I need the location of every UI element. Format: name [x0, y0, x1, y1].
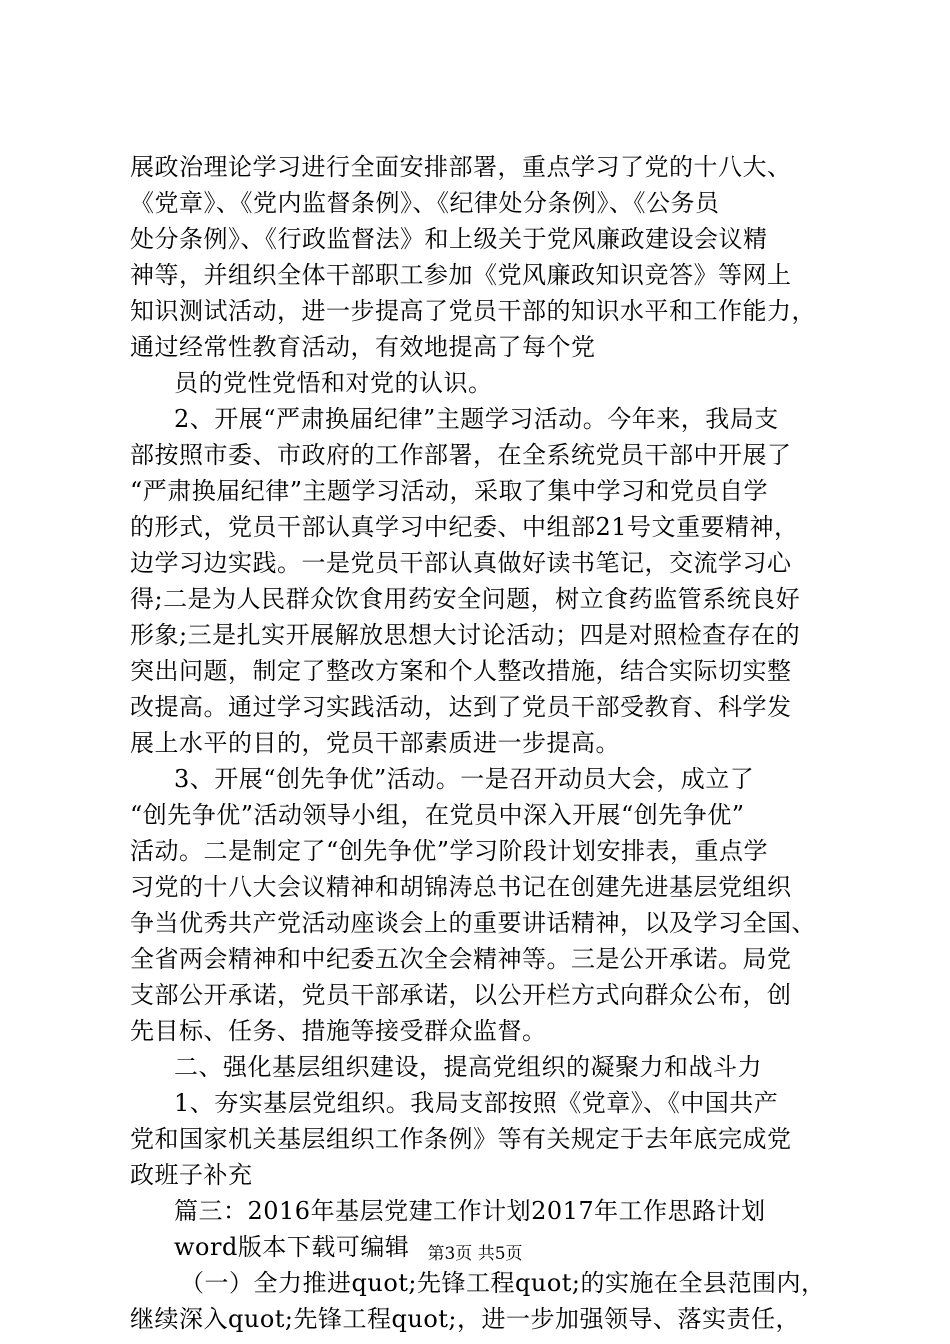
text-line: 继续深入quot;先锋工程quot;，进一步加强领导、落实责任，: [130, 1305, 800, 1333]
text-line: 得;二是为人民群众饮食用药安全问题，树立食药监管系统良好: [130, 585, 801, 613]
text-line: 先目标、任务、措施等接受群众监督。: [130, 1017, 547, 1045]
text-line: 二、强化基层组织建设，提高党组织的凝聚力和战斗力: [174, 1053, 762, 1081]
text-line: 争当优秀共产党活动座谈会上的重要讲话精神，以及学习全国、: [130, 909, 816, 937]
text-line: 全省两会精神和中纪委五次全会精神等。三是公开承诺。局党: [130, 945, 792, 973]
text-line: 知识测试活动，进一步提高了党员干部的知识水平和工作能力，: [130, 297, 816, 325]
text-line: 边学习边实践。一是党员干部认真做好读书笔记，交流学习心: [130, 549, 792, 577]
text-line: 通过经常性教育活动，有效地提高了每个党: [130, 333, 596, 361]
page-footer: 第3页 共5页: [427, 1244, 523, 1264]
text-line: “创先争优”活动领导小组，在党员中深入开展“创先争优”: [130, 801, 745, 829]
text-line: 3、开展“创先争优”活动。一是召开动员大会，成立了: [174, 765, 755, 793]
text-line: 党和国家机关基层组织工作条例》等有关规定于去年底完成党: [130, 1125, 792, 1153]
text-line: 神等，并组织全体干部职工参加《党风廉政知识竞答》等网上: [130, 261, 792, 289]
text-line: 活动。二是制定了“创先争优”学习阶段计划安排表，重点学: [130, 837, 769, 865]
text-line: 处分条例》、《行政监督法》和上级关于党风廉政建设会议精: [130, 225, 768, 253]
text-line: 政班子补充: [130, 1161, 253, 1189]
document-body: [130, 149, 830, 1337]
text-line: 员的党性党悟和对党的认识。: [174, 369, 493, 397]
text-line: 1、夯实基层党组织。我局支部按照《党章》、《中国共产: [174, 1089, 779, 1117]
text-line: 篇三：2016年基层党建工作计划2017年工作思路计划: [174, 1197, 766, 1225]
text-line: 形象;三是扎实开展解放思想大讨论活动；四是对照检查存在的: [130, 621, 801, 649]
text-line: 的形式，党员干部认真学习中纪委、中组部21号文重要精神，: [130, 513, 799, 541]
text-line: 改提高。通过学习实践活动，达到了党员干部受教育、科学发: [130, 693, 792, 721]
text-line: 支部公开承诺，党员干部承诺，以公开栏方式向群众公布，创: [130, 981, 792, 1009]
text-line: “严肃换届纪律”主题学习活动，采取了集中学习和党员自学: [130, 477, 769, 505]
text-line: （一）全力推进quot;先锋工程quot;的实施在全县范围内，: [180, 1269, 826, 1297]
text-line: 突出问题，制定了整改方案和个人整改措施，结合实际切实整: [130, 657, 792, 685]
text-line: 习党的十八大会议精神和胡锦涛总书记在创建先进基层党组织: [130, 873, 792, 901]
text-line: word版本下载可编辑: [174, 1233, 410, 1261]
text-line: 部按照市委、市政府的工作部署，在全系统党员干部中开展了: [130, 441, 792, 469]
text-line: 展上水平的目的，党员干部素质进一步提高。: [130, 729, 620, 757]
text-line: 展政治理论学习进行全面安排部署，重点学习了党的十八大、: [130, 153, 792, 181]
text-line: 2、开展“严肃换届纪律”主题学习活动。今年来，我局支: [174, 405, 779, 433]
text-line: 《党章》、《党内监督条例》、《纪律处分条例》、《公务员: [130, 189, 720, 217]
